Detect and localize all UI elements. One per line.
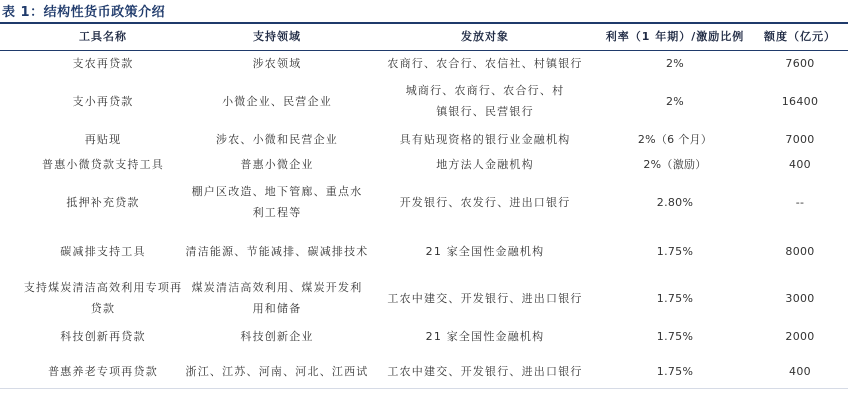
cell-rate: 1.75% (656, 364, 694, 378)
header-tool-name: 工具名称 (79, 30, 127, 43)
table-row (0, 76, 848, 126)
cell-target: 地方法人金融机构 (436, 157, 534, 171)
cell-target: 开发银行、农发行、进出口银行 (399, 195, 571, 209)
cell-tool: 抵押补充贷款 (66, 195, 140, 209)
cell-tool: 普惠小微贷款支持工具 (42, 157, 164, 171)
cell-target: 工农中建交、开发银行、进出口银行 (387, 291, 583, 305)
cell-field: 普惠小微企业 (240, 157, 314, 171)
cell-rate: 1.75% (656, 244, 694, 258)
cell-rate: 1.75% (656, 291, 694, 305)
cell-quota: 7600 (785, 56, 815, 70)
table-row (0, 128, 848, 150)
cell-tool: 支农再贷款 (72, 56, 134, 70)
cell-quota: 400 (789, 157, 811, 171)
table-row (0, 325, 848, 347)
cell-quota: 8000 (785, 244, 815, 258)
cell-quota: 3000 (785, 291, 815, 305)
cell-field: 涉农领域 (252, 56, 302, 70)
cell-field: 涉农、小微和民营企业 (216, 132, 338, 146)
cell-quota: 2000 (785, 329, 815, 343)
table-bottom-line (0, 388, 848, 389)
table-title: 表 1：结构性货币政策介绍 (2, 5, 166, 20)
cell-target: 农商行、农合行、农信社、村镇银行 (387, 56, 583, 70)
cell-target: 具有贴现资格的银行业金融机构 (399, 132, 571, 146)
header-support-field: 支持领域 (253, 30, 301, 43)
cell-target: 工农中建交、开发银行、进出口银行 (387, 364, 583, 378)
table-row (0, 153, 848, 175)
cell-field: 小微企业、民营企业 (222, 94, 332, 108)
cell-quota: -- (795, 195, 805, 209)
cell-rate: 2% (665, 94, 685, 108)
cell-tool: 普惠养老专项再贷款 (48, 364, 158, 378)
table-row (0, 234, 848, 268)
table-row (0, 52, 848, 74)
cell-target: 21 家全国性金融机构 (425, 244, 545, 258)
cell-quota: 400 (789, 364, 811, 378)
cell-field: 清洁能源、节能减排、碳减排技术 (185, 244, 369, 258)
table-row (0, 178, 848, 226)
cell-field: 棚户区改造、地下管廊、重点水利工程等 (191, 185, 363, 219)
cell-rate: 2%（激励） (643, 157, 707, 171)
cell-field: 煤炭清洁高效利用、煤炭开发利用和储备 (191, 281, 363, 315)
cell-quota: 16400 (781, 94, 819, 108)
cell-tool: 碳减排支持工具 (60, 244, 146, 258)
header-rate: 利率（1 年期）/激励比例 (605, 30, 745, 43)
cell-rate: 2% (665, 56, 685, 70)
cell-tool: 科技创新再贷款 (60, 329, 146, 343)
cell-tool: 支小再贷款 (72, 94, 134, 108)
header-target: 发放对象 (461, 30, 509, 43)
cell-rate: 2.80% (656, 195, 694, 209)
table-header (0, 24, 848, 51)
header-quota: 额度（亿元） (764, 30, 836, 43)
cell-target: 21 家全国性金融机构 (425, 329, 545, 343)
cell-rate: 2%（6 个月） (637, 132, 713, 146)
cell-field: 浙江、江苏、河南、河北、江西试 (185, 364, 369, 378)
table-row (0, 360, 848, 382)
cell-quota: 7000 (785, 132, 815, 146)
cell-tool: 支持煤炭清洁高效利用专项再贷款 (23, 281, 183, 315)
cell-target: 城商行、农商行、农合行、村镇银行、民营银行 (405, 84, 565, 118)
cell-tool: 再贴现 (84, 132, 122, 146)
table-row (0, 274, 848, 322)
cell-field: 科技创新企业 (240, 329, 314, 343)
cell-rate: 1.75% (656, 329, 694, 343)
